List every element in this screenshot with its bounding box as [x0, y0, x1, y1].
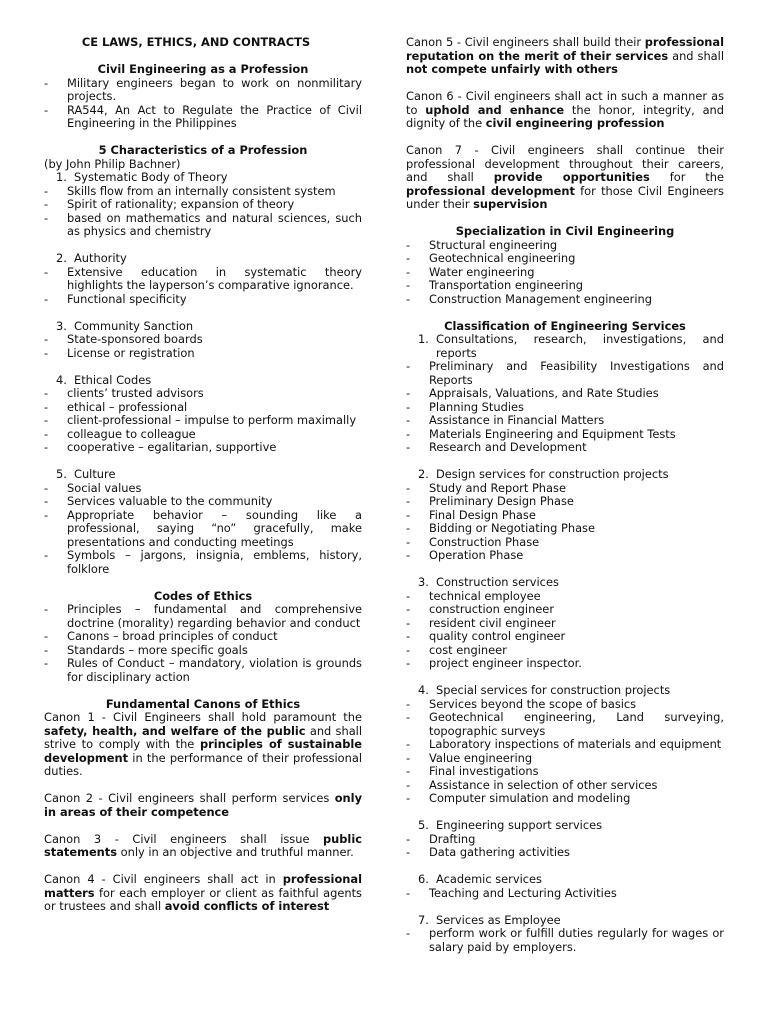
list-item: - Rules of Conduct – mandatory, violation is grounds for disciplinary action	[44, 657, 362, 684]
list-item: - Military engineers began to work on nonmilitary projects.	[44, 77, 362, 104]
list-item: - RA544, An Act to Regulate the Practice of Civil Engineering in the Philippines	[44, 104, 362, 131]
list-item: - Construction Phase	[406, 536, 724, 550]
list-item: - License or registration	[44, 347, 362, 361]
numbered-heading: 1. Systematic Body of Theory	[56, 170, 228, 184]
list-item: - Social values	[44, 482, 362, 496]
list-item: - Functional specificity	[44, 293, 362, 307]
left-column	[44, 36, 362, 914]
numbered-heading: 4. Ethical Codes	[56, 372, 152, 387]
list-item: - Symbols – jargons, insignia, emblems, history, folklore	[44, 549, 362, 576]
list-item: - Services beyond the scope of basics	[406, 698, 724, 712]
list-item: - Appropriate behavior – sounding like a professional, saying “no” gracefully, make presentations and conducting meetings	[44, 509, 362, 550]
list-item: - Assistance in Financial Matters	[406, 414, 724, 428]
list-item: - Water engineering	[406, 266, 724, 280]
byline: (by John Philip Bachner)	[44, 156, 181, 171]
numbered-heading: 3. Construction services	[418, 575, 559, 589]
list-item: - Preliminary and Feasibility Investigations and Reports	[406, 360, 724, 387]
list-item: - State-sponsored boards	[44, 333, 362, 347]
numbered-heading: 7. Services as Employee	[418, 912, 561, 927]
section-heading-codes: Codes of Ethics	[153, 588, 253, 603]
list-item: - Canons – broad principles of conduct	[44, 630, 362, 644]
canon-7: Canon 7 - Civil engineers shall continue their professional development throughout their careers, and shall provide opportunities for the professional development for those Civil Engineers under their supervision	[406, 143, 724, 211]
list-item: - Computer simulation and modeling	[406, 792, 724, 806]
list-item: - quality control engineer	[406, 630, 724, 644]
list-item: - Geotechnical engineering, Land surveying, topographic surveys	[406, 711, 724, 738]
right-column	[406, 36, 724, 954]
list-item: - Study and Report Phase	[406, 482, 724, 496]
list-item: - ethical – professional	[44, 401, 362, 415]
list-item: - Construction Management engineering	[406, 293, 724, 307]
list-item: - Planning Studies	[406, 401, 724, 415]
document-title: CE LAWS, ETHICS, AND CONTRACTS	[81, 35, 311, 49]
section-heading-classification: Classification of Engineering Services	[444, 318, 686, 333]
list-item: - Skills flow from an internally consistent system	[44, 185, 362, 199]
canon-1: Canon 1 - Civil Engineers shall hold paramount the safety, health, and welfare of the public and shall strive to comply with the principles of sustainable development in the performance of their professional duties.	[44, 710, 363, 778]
list-item: - Extensive education in systematic theory highlights the layperson’s comparative ignorance.	[44, 266, 362, 293]
list-item: - construction engineer	[406, 603, 724, 617]
list-item: - Operation Phase	[406, 549, 724, 563]
numbered-heading: 4. Special services for construction projects	[418, 683, 671, 697]
list-item: - Transportation engineering	[406, 279, 724, 293]
list-item: - Principles – fundamental and comprehensive doctrine (morality) regarding behavior and conduct	[44, 603, 362, 630]
list-item: - Teaching and Lecturing Activities	[406, 887, 724, 901]
list-item: - project engineer inspector.	[406, 657, 724, 671]
list-item: - Laboratory inspections of materials and equipment	[406, 738, 724, 752]
numbered-heading: 2. Design services for construction projects	[418, 467, 669, 481]
section-heading-characteristics: 5 Characteristics of a Profession	[98, 143, 308, 157]
list-item: - clients’ trusted advisors	[44, 387, 362, 401]
canon-3: Canon 3 - Civil engineers shall issue public statements only in an objective and truthful manner.	[44, 831, 362, 859]
list-item: - Assistance in selection of other services	[406, 779, 724, 793]
section-heading-specialization: Specialization in Civil Engineering	[455, 224, 675, 238]
list-item: - Preliminary Design Phase	[406, 495, 724, 509]
list-item: - technical employee	[406, 590, 724, 604]
canon-4: Canon 4 - Civil engineers shall act in professional matters for each employer or client as faithful agents or trustees and shall avoid conflicts of interest	[44, 872, 362, 913]
numbered-heading: 6. Academic services	[418, 872, 542, 886]
list-item: - client-professional – impulse to perform maximally	[44, 414, 362, 428]
list-item: - colleague to colleague	[44, 428, 362, 442]
list-item: - Data gathering activities	[406, 846, 724, 860]
numbered-heading: 5. Engineering support services	[418, 818, 603, 832]
list-item: - Services valuable to the community	[44, 495, 362, 509]
canon-5: Canon 5 - Civil engineers shall build their professional reputation on the merit of their services and shall not compete unfairly with others	[406, 35, 724, 76]
numbered-heading: 5. Culture	[56, 467, 116, 481]
list-item: - perform work or fulfill duties regularly for wages or salary paid by employers.	[406, 927, 724, 954]
list-item: - Value engineering	[406, 752, 724, 766]
list-item: - Standards – more specific goals	[44, 644, 362, 658]
list-item: - Geotechnical engineering	[406, 252, 724, 266]
list-item: - Appraisals, Valuations, and Rate Studies	[406, 387, 724, 401]
numbered-heading: 2. Authority	[56, 251, 127, 265]
list-item: - Bidding or Negotiating Phase	[406, 522, 724, 536]
list-item: - Final investigations	[406, 765, 724, 779]
list-item: - Materials Engineering and Equipment Tests	[406, 428, 724, 442]
section-heading-profession: Civil Engineering as a Profession	[97, 62, 309, 76]
list-item: - cooperative – egalitarian, supportive	[44, 441, 362, 455]
numbered-heading: 3. Community Sanction	[56, 318, 194, 333]
canon-2: Canon 2 - Civil engineers shall perform services only in areas of their competence	[44, 791, 362, 819]
list-item: - resident civil engineer	[406, 617, 724, 631]
section-heading-canons: Fundamental Canons of Ethics	[105, 696, 301, 711]
canon-6: Canon 6 - Civil engineers shall act in such a manner as to uphold and enhance the honor, integrity, and dignity of the civil engineering profession	[406, 89, 724, 130]
list-item: - based on mathematics and natural sciences, such as physics and chemistry	[44, 212, 362, 239]
list-item: - Drafting	[406, 833, 724, 847]
list-item: - Spirit of rationality; expansion of theory	[44, 198, 362, 212]
list-item: - cost engineer	[406, 644, 724, 658]
list-item: - Final Design Phase	[406, 509, 724, 523]
numbered-heading: 1. Consultations, research, investigations, and reports	[418, 332, 724, 360]
list-item: - Structural engineering	[406, 239, 724, 253]
list-item: - Research and Development	[406, 441, 724, 455]
